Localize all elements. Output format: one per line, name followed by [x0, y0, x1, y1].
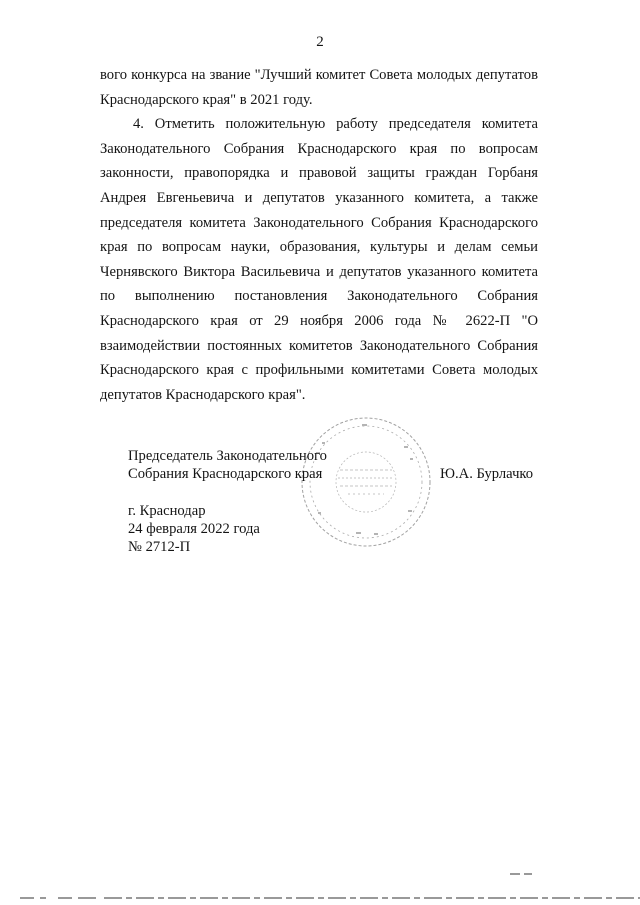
signatory-title-line-2: Собрания Краснодарского края	[128, 466, 323, 482]
page-number: 2	[316, 34, 324, 50]
issue-place: г. Краснодар	[128, 503, 206, 519]
signatory-name: Ю.А. Бурлачко	[440, 466, 534, 482]
document-number: № 2712-П	[128, 539, 191, 555]
scan-edge-marks	[0, 860, 640, 905]
document-body	[100, 63, 538, 407]
issue-date: 24 февраля 2022 года	[128, 521, 260, 537]
signatory-title	[128, 447, 327, 483]
paragraph-continuation: вого конкурса на звание "Лучший комитет Совета молодых депутатов Краснодарского края" в 2021 году.	[100, 67, 538, 108]
issue-details	[128, 502, 260, 556]
paragraph-item-4: 4. Отметить положительную работу председателя комитета Законодательного Собрания Краснодарского края по вопросам законности, правопорядка и правовой защиты граждан Горбаня Андрея Евгеньевича и депутатов указанного комитета, а также председателя комитета Законодательного Собрания Краснодарского края по вопросам науки, образования, культуры и делам семьи Чернявского Виктора Васильевича и депутатов указанного комитета по выполнению постановления Законодательного Собрания Краснодарского края от 29 ноября 2006 года № 2622-П "О взаимодействии постоянных комитетов Законодательного Собрания Краснодарского края с профильными комитетами Совета молодых депутатов Краснодарского края".	[100, 116, 538, 403]
signatory-title-line-1: Председатель Законодательного	[128, 448, 327, 464]
